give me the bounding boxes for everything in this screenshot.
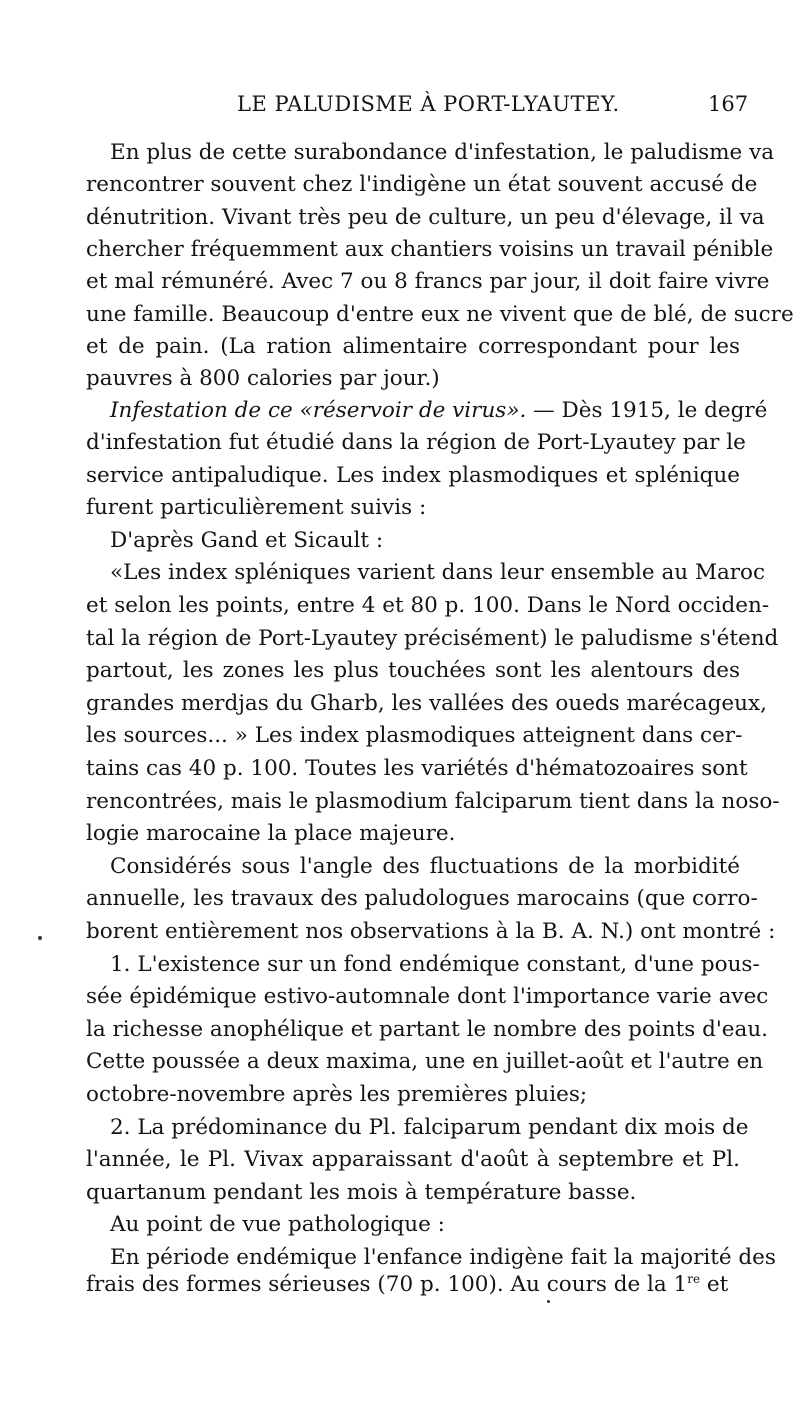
text-line: la richesse anophélique et partant le nombre des points d'eau. <box>86 1016 769 1042</box>
text-line: Considérés sous l'angle des fluctuations de la morbidité <box>110 853 740 879</box>
text-line: tal la région de Port-Lyautey précisément) le paludisme s'étend <box>86 625 779 651</box>
text-line: annuelle, les travaux des paludologues marocains (que corro- <box>86 886 758 912</box>
text-line: borent entièrement nos observations à la B. A. N.) ont montré : <box>86 919 776 944</box>
text-line: une famille. Beaucoup d'entre eux ne vivent que de blé, de sucre <box>86 301 794 327</box>
text-line: En plus de cette surabondance d'infestation, le paludisme va <box>110 140 775 165</box>
text-line: dénutrition. Vivant très peu de culture, un peu d'élevage, il va <box>86 204 765 230</box>
text-line: tains cas 40 p. 100. Toutes les variétés d'hématozoaires sont <box>86 756 748 781</box>
text-line: quartanum pendant les mois à température basse. <box>86 1179 637 1205</box>
final-line-tail: et <box>700 1272 729 1298</box>
text-line: octobre-novembre après les premières pluies; <box>86 1082 588 1107</box>
text-line: et selon les points, entre 4 et 80 p. 100. Dans le Nord occiden- <box>86 593 770 618</box>
text-line: pauvres à 800 calories par jour.) <box>86 366 440 392</box>
text-line: «Les index spléniques varient dans leur ensemble au Maroc <box>110 560 766 586</box>
section-heading-italic: Infestation de ce «réservoir de virus». <box>110 398 527 423</box>
text-line: sée épidémique estivo-automnale dont l'importance varie avec <box>86 984 769 1010</box>
text-line: l'année, le Pl. Vivax apparaissant d'août à septembre et Pl. <box>86 1147 740 1173</box>
final-line-superscript: re <box>687 1272 701 1286</box>
text-line: et mal rémunéré. Avec 7 ou 8 francs par jour, il doit faire vivre <box>86 269 770 295</box>
section-heading-rest: — Dès 1915, le degré <box>526 398 768 423</box>
text-line: les sources... » Les index plasmodiques atteignent dans cer- <box>86 723 743 749</box>
page-number: 167 <box>708 92 749 116</box>
text-line: logie marocaine la place majeure. <box>86 821 456 847</box>
final-line-text: frais des formes sérieuses (70 p. 100). Au cours de la 1 <box>86 1272 688 1298</box>
text-line: chercher fréquemment aux chantiers voisins un travail pénible <box>86 236 774 262</box>
section-heading-line <box>110 396 768 426</box>
text-line: furent particulièrement suivis : <box>86 495 427 521</box>
final-line <box>86 1264 740 1298</box>
text-line: service antipaludique. Les index plasmodiques et splénique <box>86 462 740 488</box>
text-line: 1. L'existence sur un fond endémique constant, d'une pous- <box>110 951 760 977</box>
print-speck <box>547 1300 550 1303</box>
text-line: rencontrer souvent chez l'indigène un état souvent accusé de <box>86 172 758 198</box>
text-line: 2. La prédominance du Pl. falciparum pendant dix mois de <box>110 1114 749 1140</box>
text-line: Au point de vue pathologique : <box>110 1212 445 1238</box>
text-line: et de pain. (La ration alimentaire correspondant pour les <box>86 333 740 359</box>
print-speck <box>38 936 42 940</box>
text-line: partout, les zones les plus touchées sont les alentours des <box>86 658 740 684</box>
text-line: Cette poussée a deux maxima, une en juillet-août et l'autre en <box>86 1049 764 1075</box>
text-line: d'infestation fut étudié dans la région de Port-Lyautey par le <box>86 430 746 455</box>
text-line: grandes merdjas du Gharb, les vallées des oueds marécageux, <box>86 690 767 716</box>
running-title: LE PALUDISME À PORT-LYAUTEY. <box>237 92 620 116</box>
text-line: rencontrées, mais le plasmodium falciparum tient dans la noso- <box>86 788 780 814</box>
text-line: D'après Gand et Sicault : <box>110 527 384 553</box>
text-line: En période endémique l'enfance indigène fait la majorité des <box>110 1245 776 1270</box>
